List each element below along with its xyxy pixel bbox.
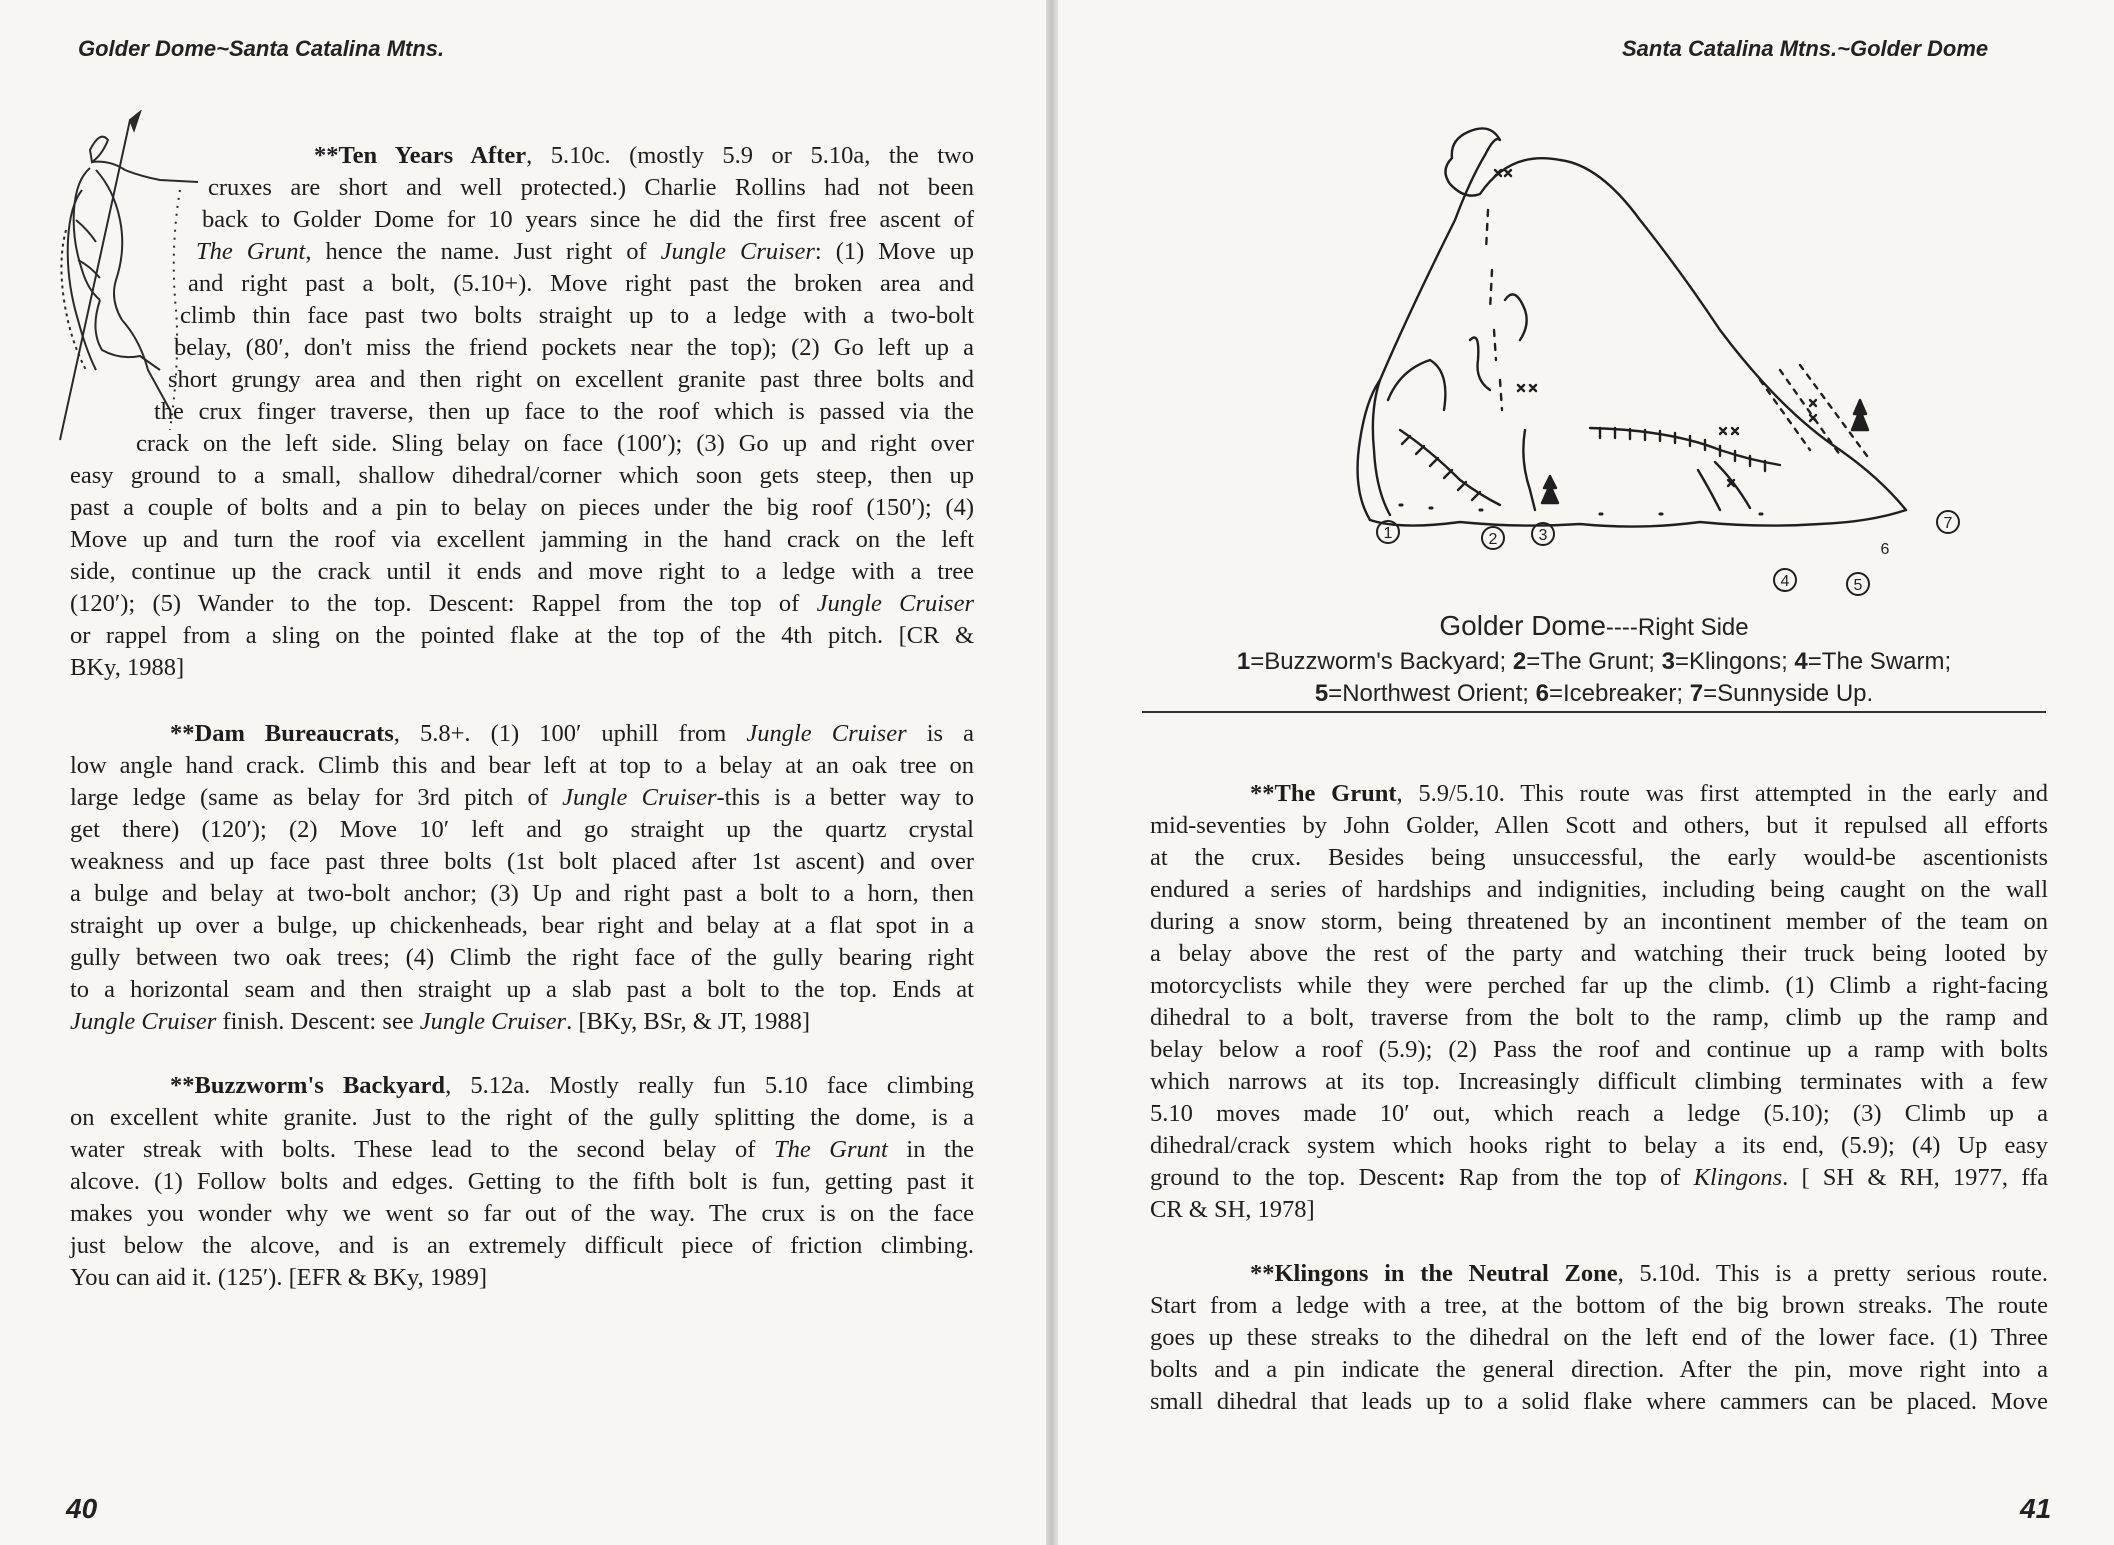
text-line: **Dam Bureaucrats, 5.8+. (1) 100′ uphill from Jungle Cruiser is a (170, 720, 974, 747)
text-line: dihedral to a bolt, traverse from the bolt to the ramp, climb up the ramp and (1150, 1004, 2048, 1031)
text-line: get there) (120′); (2) Move 10′ left and go straight up the quartz crystal (70, 816, 974, 843)
right-page-number: 41 (2020, 1493, 2052, 1524)
topo-title-suffix: ----Right Side (1605, 614, 1749, 641)
text-line: or rappel from a sling on the pointed flake at the top of the 4th pitch. [CR & (70, 622, 974, 649)
text-line: CR & SH, 1978] (1150, 1196, 1315, 1223)
text-line: **Klingons in the Neutral Zone, 5.10d. This is a pretty serious route. (1250, 1260, 2048, 1287)
right-running-head: Santa Catalina Mtns.~Golder Dome (1622, 36, 1989, 61)
text-line: alcove. (1) Follow bolts and edges. Getting to the fifth bolt is fun, getting past it (70, 1168, 974, 1195)
text-line: climb thin face past two bolts straight up to a ledge with a two-bolt (180, 302, 974, 329)
text-line: dihedral/crack system which hooks right to belay a its end, (5.9); (4) Up easy (1150, 1132, 2048, 1159)
route-ten-years-after (136, 140, 974, 460)
text-line: endured a series of hardships and indignities, including being caught on the wall (1150, 876, 2048, 903)
text-line: Start from a ledge with a tree, at the bottom of the big brown streaks. The route (1150, 1292, 2048, 1319)
text-line: belay below a roof (5.9); (2) Pass the roof and continue up a ramp with bolts (1150, 1036, 2048, 1063)
text-line: crack on the left side. Sling belay on face (100′); (3) Go up and right over (136, 430, 974, 457)
left-page-number: 40 (66, 1493, 98, 1524)
text-line: the crux finger traverse, then up face to the roof which is passed via the (154, 398, 974, 425)
text-line: **Ten Years After, 5.10c. (mostly 5.9 or 5.10a, the two (314, 142, 974, 169)
topo-title: Golder Dome (1439, 610, 1606, 641)
svg-text:3: 3 (1538, 527, 1548, 544)
text-line: at the crux. Besides being unsuccessful, the early would-be ascentionists (1150, 844, 2048, 871)
text-line: which narrows at its top. Increasingly difficult climbing terminates with a few (1150, 1068, 2048, 1095)
caption-rule (1142, 711, 2046, 713)
text-line: side, continue up the crack until it ends and move right to a ledge with a tree (70, 558, 974, 585)
text-line: Jungle Cruiser finish. Descent: see Jungle Cruiser. [BKy, BSr, & JT, 1988] (70, 1008, 811, 1035)
text-line: motorcyclists while they were perched far up the climb. (1) Climb a right-facing (1150, 972, 2048, 999)
route-marker-5 (1847, 573, 1869, 595)
text-line: short grungy area and then right on excellent granite past three bolts and (168, 366, 974, 393)
text-line: **Buzzworm's Backyard, 5.12a. Mostly really fun 5.10 face climbing (170, 1072, 974, 1099)
text-line: easy ground to a small, shallow dihedral/corner which soon gets steep, then up (70, 462, 974, 489)
text-line: cruxes are short and well protected.) Charlie Rollins had not been (208, 174, 974, 201)
topo-legend-line-1: 1=Buzzworm's Backyard; 2=The Grunt; 3=Klingons; 4=The Swarm; (1236, 648, 1952, 675)
book-gutter (1046, 0, 1058, 1545)
text-line: water streak with bolts. These lead to the second belay of The Grunt in the (70, 1136, 974, 1163)
route-marker-1 (1377, 521, 1399, 543)
route-marker-4 (1774, 569, 1796, 591)
golder-dome-topo (1340, 110, 1960, 610)
text-line: large ledge (same as belay for 3rd pitch of Jungle Cruiser-this is a better way to (70, 784, 974, 811)
text-line: a bulge and belay at two-bolt anchor; (3) Up and right past a bolt to a horn, then (70, 880, 974, 907)
text-line: past a couple of bolts and a pin to belay on pieces under the big roof (150′); (4) (70, 494, 974, 521)
text-line: **The Grunt, 5.9/5.10. This route was first attempted in the early and (1250, 780, 2048, 807)
left-running-head: Golder Dome~Santa Catalina Mtns. (78, 36, 445, 61)
text-line: low angle hand crack. Climb this and bear left at top to a belay at an oak tree on (70, 752, 974, 779)
text-line: Move up and turn the roof via excellent jamming in the hand crack on the left (70, 526, 974, 553)
text-line: The Grunt, hence the name. Just right of Jungle Cruiser: (1) Move up (196, 238, 974, 265)
route-buzzworms-backyard (70, 1070, 974, 1294)
svg-text:4: 4 (1780, 573, 1790, 590)
text-line: goes up these streaks to the dihedral on the left end of the lower face. (1) Three (1150, 1324, 2048, 1351)
route-the-grunt (1150, 778, 2048, 1226)
topo-caption-title (1138, 610, 2050, 642)
svg-text:2: 2 (1488, 531, 1498, 548)
route-ten-years-after-cont (70, 460, 974, 684)
text-line: belay, (80′, don't miss the friend pockets near the top); (2) Go left up a (174, 334, 974, 361)
text-line: and right past a bolt, (5.10+). Move right past the broken area and (188, 270, 974, 297)
text-line: BKy, 1988] (70, 654, 185, 681)
route-marker-7 (1937, 511, 1959, 533)
text-line: weakness and up face past three bolts (1st bolt placed after 1st ascent) and over (70, 848, 974, 875)
text-line: straight up over a bulge, up chickenheads, bear right and belay at a flat spot in a (70, 912, 974, 939)
text-line: (120′); (5) Wander to the top. Descent: Rappel from the top of Jungle Cruiser (70, 590, 974, 617)
text-line: small dihedral that leads up to a solid flake where cammers can be placed. Move (1150, 1388, 2048, 1415)
text-line: bolts and a pin indicate the general direction. After the pin, move right into a (1150, 1356, 2048, 1383)
text-line: makes you wonder why we went so far out of the way. The crux is on the face (70, 1200, 974, 1227)
route-marker-6 (1881, 541, 1890, 558)
svg-text:7: 7 (1943, 515, 1953, 532)
topo-legend-line-2: 5=Northwest Orient; 6=Icebreaker; 7=Sunnyside Up. (1314, 680, 1874, 707)
text-line: during a snow storm, being threatened by an incontinent member of the team on (1150, 908, 2048, 935)
text-line: a belay above the rest of the party and watching their truck being looted by (1150, 940, 2048, 967)
text-line: ground to the top. Descent: Rap from the top of Klingons. [ SH & RH, 1977, ffa (1150, 1164, 2048, 1191)
text-line: on excellent white granite. Just to the right of the gully splitting the dome, is a (70, 1104, 974, 1131)
svg-text:6: 6 (1880, 541, 1890, 558)
text-line: 5.10 moves made 10′ out, which reach a ledge (5.10); (3) Climb up a (1150, 1100, 2048, 1127)
svg-text:1: 1 (1383, 525, 1393, 542)
text-line: mid-seventies by John Golder, Allen Scott and others, but it repulsed all efforts (1150, 812, 2048, 839)
route-marker-3 (1532, 523, 1554, 545)
route-marker-2 (1482, 527, 1504, 549)
svg-text:5: 5 (1853, 577, 1863, 594)
route-dam-bureaucrats (70, 718, 974, 1038)
text-line: gully between two oak trees; (4) Climb the right face of the gully bearing right (70, 944, 974, 971)
text-line: just below the alcove, and is an extremely difficult piece of friction climbing. (70, 1232, 974, 1259)
text-line: You can aid it. (125′). [EFR & BKy, 1989] (70, 1264, 488, 1291)
text-line: back to Golder Dome for 10 years since he did the first free ascent of (202, 206, 974, 233)
route-klingons (1150, 1258, 2048, 1418)
text-line: to a horizontal seam and then straight up a slab past a bolt to the top. Ends at (70, 976, 974, 1003)
